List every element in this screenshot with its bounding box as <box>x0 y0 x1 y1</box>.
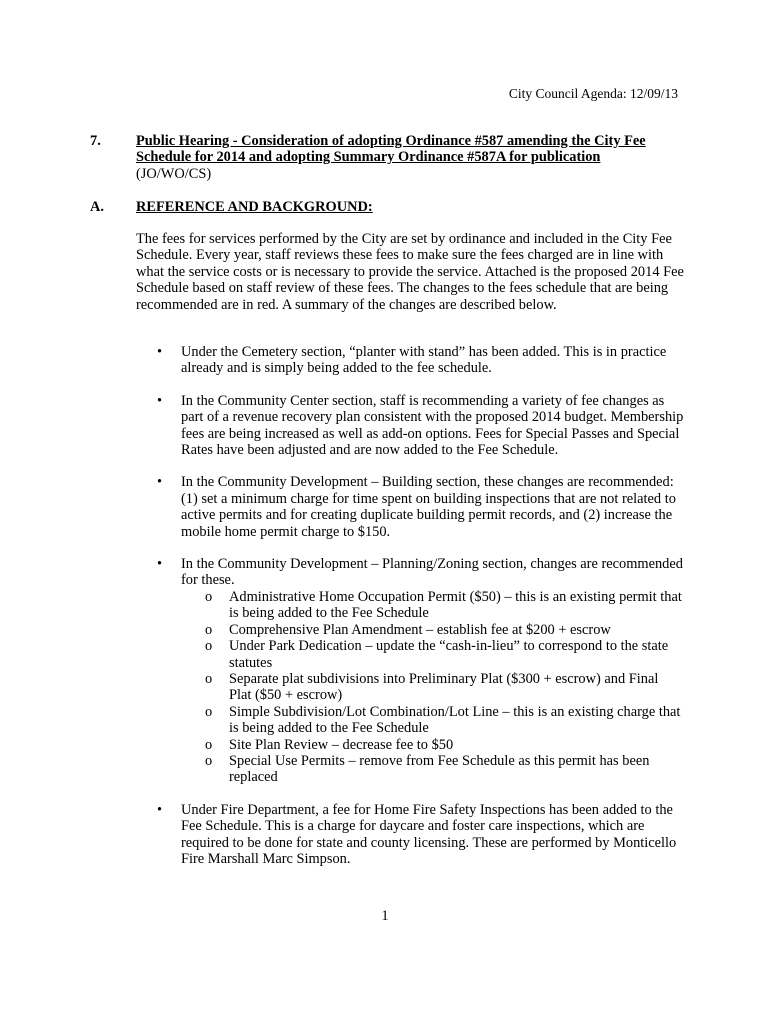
sub-bullet-icon: o <box>205 670 213 687</box>
list-item <box>136 393 684 459</box>
sub-list-item <box>181 753 684 786</box>
sub-list-item-text: Comprehensive Plan Amendment – establish fee at $200 + escrow <box>229 621 611 638</box>
page-number: 1 <box>381 908 389 924</box>
bullet-icon: • <box>157 392 163 409</box>
item-staff-initials: (JO/WO/CS) <box>136 165 212 182</box>
sub-list-item <box>181 622 684 638</box>
item-title: Public Hearing - Consideration of adopting Ordinance #587 amending the City Fee Schedule for 2014 and adopting Summary Ordinance #587A for publication <box>136 133 646 166</box>
sub-bullet-icon: o <box>205 703 213 720</box>
sub-list <box>181 589 684 786</box>
sub-list-item-text: Special Use Permits – remove from Fee Schedule as this permit has been replaced <box>229 752 650 786</box>
list-item <box>136 556 684 786</box>
changes-list <box>136 344 684 883</box>
sub-list-item-text: Site Plan Review – decrease fee to $50 <box>229 736 454 753</box>
sub-bullet-icon: o <box>205 621 213 638</box>
sub-list-item <box>181 589 684 622</box>
list-item <box>136 474 684 540</box>
item-number: 7. <box>90 133 101 149</box>
sub-bullet-icon: o <box>205 752 213 769</box>
section-letter: A. <box>90 199 104 215</box>
bullet-icon: • <box>157 556 163 573</box>
bullet-icon: • <box>157 474 163 491</box>
list-item-text: In the Community Development – Building section, these changes are recommended: (1) set a minimum charge for time spent on building inspections that are not related to active permits and for creating duplicate building permit records, and (2) increase the mobile home permit charge to $150. <box>181 474 676 540</box>
list-item-text: In the Community Center section, staff is recommending a variety of fee changes as part of a revenue recovery plan consistent with the proposed 2014 budget. Membership fees are being increased as well as add-on options. Fees for Special Passes and Special Rates have been adjusted and are now added to the Fee Schedule. <box>181 392 684 459</box>
sub-list-item-text: Simple Subdivision/Lot Combination/Lot Line – this is an existing charge that is being added to the Fee Schedule <box>229 703 681 737</box>
sub-list-item-text: Under Park Dedication – update the “cash-in-lieu” to correspond to the state statutes <box>229 638 669 671</box>
section-title: REFERENCE AND BACKGROUND: <box>136 199 373 215</box>
sub-bullet-icon: o <box>205 736 213 753</box>
intro-paragraph: The fees for services performed by the City are set by ordinance and included in the City Fee Schedule. Every year, staff reviews these fees to make sure the fees charged are in line with what the service costs or is necessary to provide the service. Attached is the proposed 2014 Fee Schedule based on staff review of these fees. The changes to the fees schedule that are being recommended are in red. A summary of the changes are described below. <box>136 231 684 313</box>
sub-list-item <box>181 638 684 671</box>
sub-list-item <box>181 704 684 737</box>
sub-bullet-icon: o <box>205 638 213 655</box>
list-item-text: Under the Cemetery section, “planter with stand” has been added. This is in practice already and is simply being added to the fee schedule. <box>181 344 667 377</box>
sub-list-item <box>181 737 684 753</box>
agenda-header: City Council Agenda: 12/09/13 <box>508 86 678 101</box>
sub-list-item-text: Administrative Home Occupation Permit ($50) – this is an existing permit that is being added to the Fee Schedule <box>229 588 682 622</box>
list-item-text: Under Fire Department, a fee for Home Fire Safety Inspections has been added to the Fee Schedule. This is a charge for daycare and foster care inspections, which are required to be done for state and county licensing. These are performed by Monticello Fire Marshall Marc Simpson. <box>181 801 677 867</box>
list-item-text: In the Community Development – Planning/Zoning section, changes are recommended for these. <box>181 556 683 589</box>
bullet-icon: • <box>157 344 163 360</box>
sub-bullet-icon: o <box>205 588 213 605</box>
sub-list-item <box>181 671 684 704</box>
list-item <box>136 344 684 377</box>
list-item <box>136 802 684 868</box>
sub-list-item-text: Separate plat subdivisions into Preliminary Plat ($300 + escrow) and Final Plat ($50 + escrow) <box>229 670 659 704</box>
item-heading <box>136 133 681 182</box>
bullet-icon: • <box>157 801 163 818</box>
